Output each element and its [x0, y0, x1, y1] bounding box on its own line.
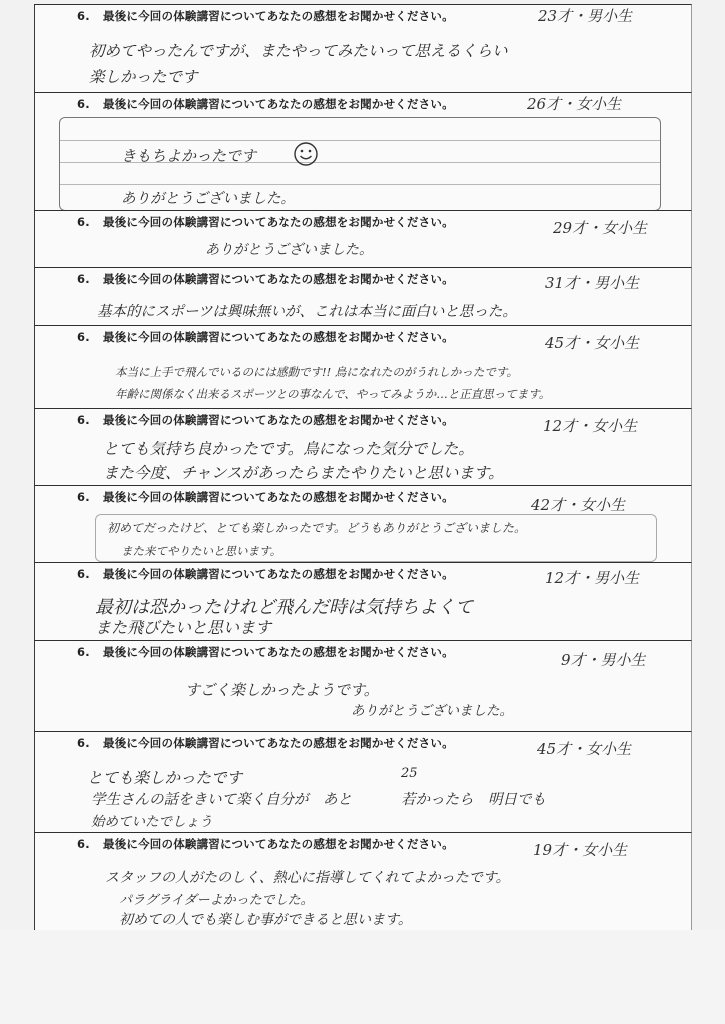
- survey-entry: [34, 325, 692, 413]
- age-gender-label: 26才・女小生: [527, 95, 622, 113]
- answer-line: とても楽しかったです: [87, 769, 243, 787]
- question-text: 6. 最後に今回の体験講習についてあなたの感想をお聞かせください。: [77, 272, 454, 286]
- question-text: 6. 最後に今回の体験講習についてあなたの感想をお聞かせください。: [77, 645, 454, 659]
- question-text: 6. 最後に今回の体験講習についてあなたの感想をお聞かせください。: [77, 97, 454, 111]
- survey-entry: [34, 640, 692, 734]
- question-text: 6. 最後に今回の体験講習についてあなたの感想をお聞かせください。: [77, 736, 454, 750]
- answer-line: 若かったら 明日でも: [401, 792, 546, 808]
- answer-line: 年齢に関係なく出来るスポーツとの事なんで、やってみようか…と正直思ってます。: [115, 387, 551, 401]
- question-text: 6. 最後に今回の体験講習についてあなたの感想をお聞かせください。: [77, 9, 454, 23]
- age-gender-label: 9才・男小生: [561, 651, 646, 669]
- age-gender-label: 23才・男小生: [538, 7, 633, 25]
- question-text: 6. 最後に今回の体験講習についてあなたの感想をお聞かせください。: [77, 837, 454, 851]
- survey-entry: [34, 267, 692, 329]
- survey-entry: [34, 92, 692, 214]
- answer-line: スタッフの人がたのしく、熱心に指導してくれてよかったです。: [105, 870, 510, 886]
- question-text: 6. 最後に今回の体験講習についてあなたの感想をお聞かせください。: [77, 490, 454, 504]
- answer-line: 初めてやったんですが、またやってみたいって思えるくらい: [89, 42, 508, 60]
- answer-line: 楽しかったです: [89, 68, 198, 86]
- answer-line: とても気持ち良かったです。鳥になった気分でした。: [103, 440, 474, 458]
- answer-line: 学生さんの話をきいて楽く自分が あと: [91, 792, 352, 808]
- age-gender-label: 12才・男小生: [545, 569, 640, 587]
- page-margin: [0, 930, 725, 1024]
- answer-line: パラグライダーよかったでした。: [119, 893, 314, 908]
- question-text: 6. 最後に今回の体験講習についてあなたの感想をお聞かせください。: [77, 215, 454, 229]
- answer-line: ありがとうございました。: [205, 242, 373, 258]
- survey-entry: [34, 832, 692, 930]
- answer-line: きもちよかったです: [121, 147, 257, 165]
- question-text: 6. 最後に今回の体験講習についてあなたの感想をお聞かせください。: [77, 330, 454, 344]
- age-gender-label: 31才・男小生: [545, 274, 640, 292]
- smiley-icon: [293, 141, 319, 167]
- answer-line: また来てやりたいと思います。: [121, 544, 282, 558]
- survey-entry: [34, 731, 692, 835]
- question-text: 6. 最後に今回の体験講習についてあなたの感想をお聞かせください。: [77, 413, 454, 427]
- survey-entry: [34, 485, 692, 565]
- age-gender-label: 45才・女小生: [545, 334, 640, 352]
- age-gender-label: 29才・女小生: [553, 219, 648, 237]
- answer-line: 初めてだったけど、とても楽しかったです。どうもありがとうございました。: [107, 521, 527, 535]
- answer-line: すごく楽しかったようです。: [185, 681, 379, 699]
- survey-entry: [34, 210, 692, 270]
- answer-line: ありがとうございました。: [121, 191, 295, 207]
- age-gender-label: 12才・女小生: [543, 417, 638, 435]
- answer-line: 本当に上手で飛んでいるのには感動です!! 鳥になれたのがうれしかったです。: [115, 365, 518, 379]
- survey-entry: [34, 562, 692, 644]
- answer-line: 最初は恐かったけれど飛んだ時は気持ちよくて: [95, 597, 473, 618]
- survey-entry: [34, 408, 692, 488]
- answer-line: 始めていたでしょう: [91, 814, 213, 830]
- answer-line: 基本的にスポーツは興味無いが、これは本当に面白いと思った。: [97, 304, 517, 320]
- answer-line: 初めての人でも楽しむ事ができると思います。: [119, 912, 412, 928]
- answer-line: ありがとうございました。: [351, 703, 513, 719]
- age-gender-label: 45才・女小生: [537, 740, 632, 758]
- survey-entry: [34, 4, 692, 94]
- age-gender-label: 42才・女小生: [531, 496, 626, 514]
- handwritten-note: 25: [401, 766, 418, 781]
- answer-line: また飛びたいと思います: [95, 618, 272, 637]
- age-gender-label: 19才・女小生: [533, 841, 628, 859]
- answer-line: また今度、チャンスがあったらまたやりたいと思います。: [103, 464, 504, 482]
- question-text: 6. 最後に今回の体験講習についてあなたの感想をお聞かせください。: [77, 567, 454, 581]
